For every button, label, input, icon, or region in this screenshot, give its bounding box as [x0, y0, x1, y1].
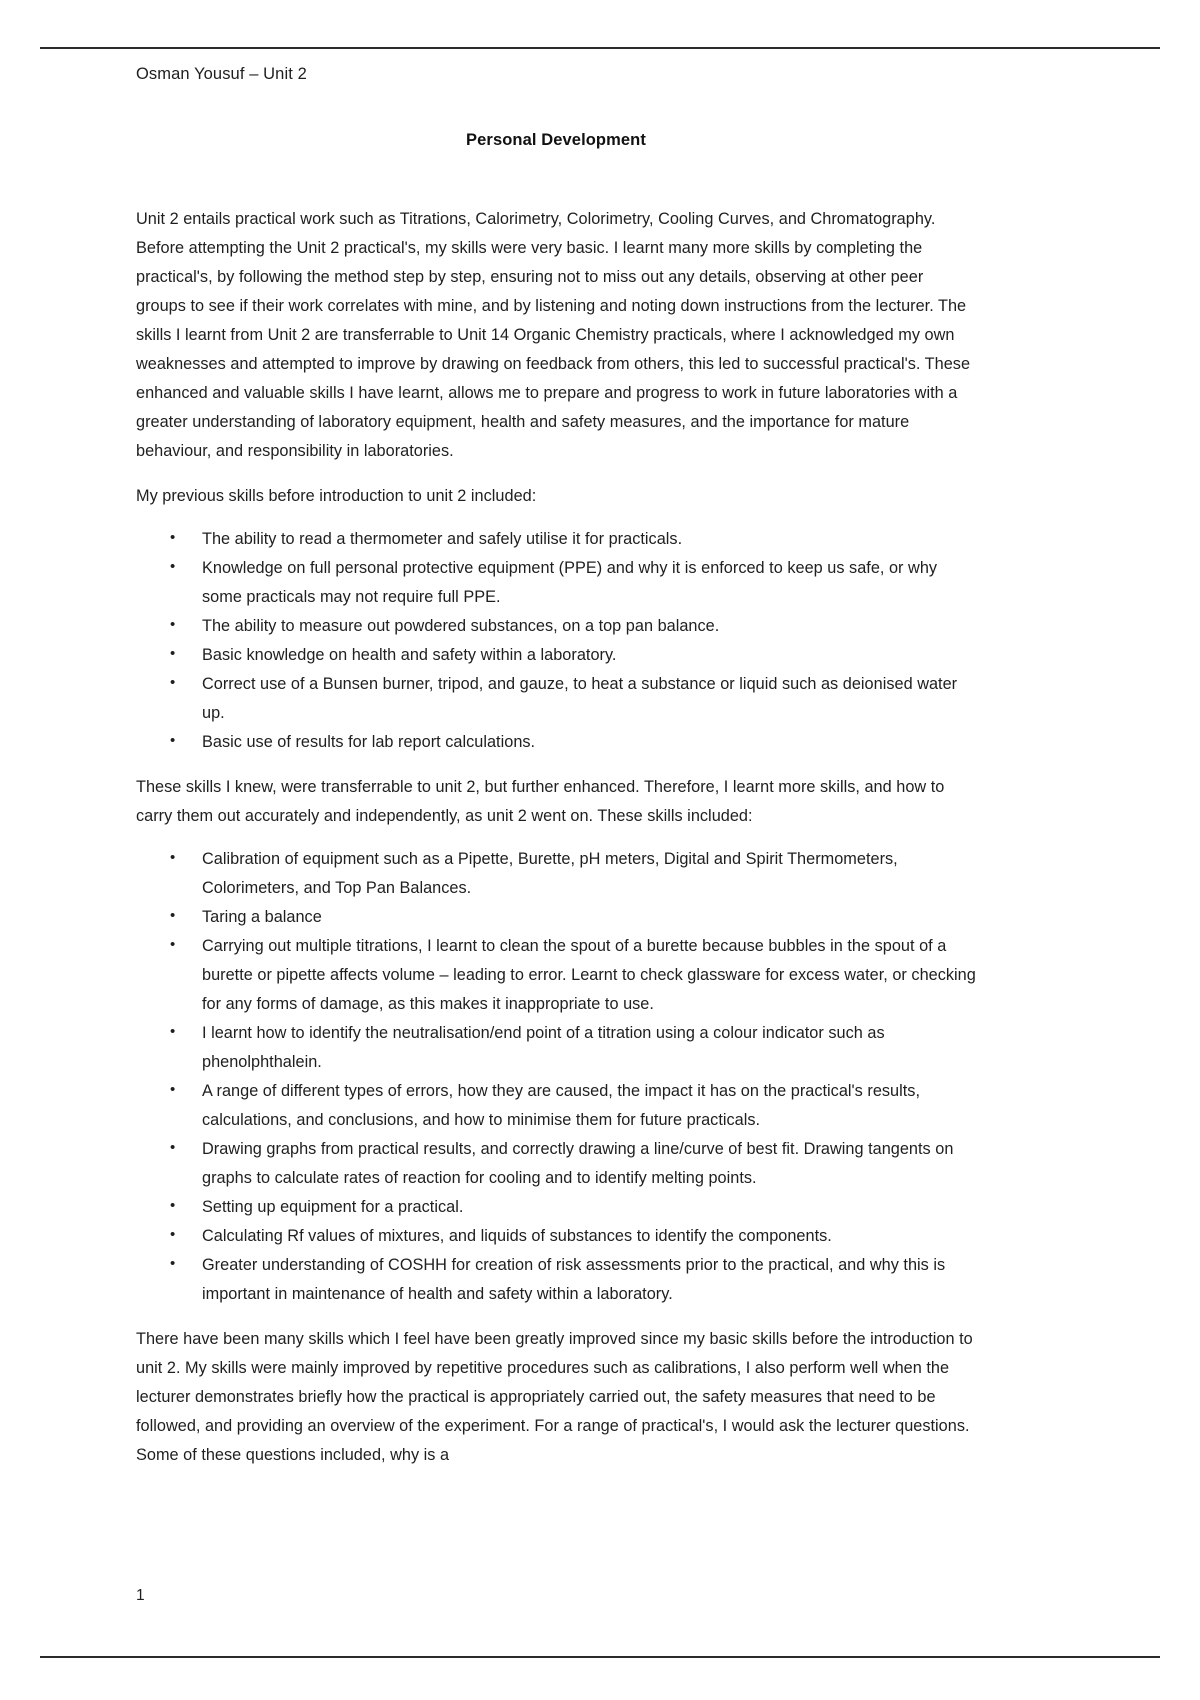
enhanced-skills-list — [136, 845, 976, 1309]
list-item: • Basic use of results for lab report calculations. — [166, 728, 976, 757]
list-item: • A range of different types of errors, how they are caused, the impact it has on the practical's results, calculations, and conclusions, and how to minimise them for future practicals. — [166, 1077, 976, 1135]
footer-divider — [40, 1656, 1160, 1658]
page-number: 1 — [136, 1587, 145, 1604]
list-item: • Correct use of a Bunsen burner, tripod, and gauze, to heat a substance or liquid such as deionised water up. — [166, 670, 976, 728]
list-item: • Taring a balance — [166, 903, 976, 932]
list-item: • I learnt how to identify the neutralisation/end point of a titration using a colour indicator such as phenolphthalein. — [166, 1019, 976, 1077]
list-item: • The ability to read a thermometer and safely utilise it for practicals. — [166, 525, 976, 554]
list-item: • Calibration of equipment such as a Pipette, Burette, pH meters, Digital and Spirit Thermometers, Colorimeters, and Top Pan Balances. — [166, 845, 976, 903]
closing-paragraph: There have been many skills which I feel have been greatly improved since my basic skills before the introduction to unit 2. My skills were mainly improved by repetitive procedures such as calibrations, I also perform well when the lecturer demonstrates briefly how the practical is appropriately carried out, the safety measures that need to be followed, and providing an overview of the experiment. For a range of practical's, I would ask the lecturer questions. Some of these questions included, why is a — [136, 1329, 973, 1464]
previous-skills-lead-in: My previous skills before introduction to unit 2 included: — [136, 486, 537, 505]
list-item: • Calculating Rf values of mixtures, and liquids of substances to identify the components. — [166, 1222, 976, 1251]
list-item: • Setting up equipment for a practical. — [166, 1193, 976, 1222]
list-item: • Greater understanding of COSHH for creation of risk assessments prior to the practical, and why this is important in maintenance of health and safety within a laboratory. — [166, 1251, 976, 1309]
list-item: • Basic knowledge on health and safety within a laboratory. — [166, 641, 976, 670]
transition-paragraph: These skills I knew, were transferrable to unit 2, but further enhanced. Therefore, I learnt more skills, and how to carry them out accurately and independently, as unit 2 went on. These skills included: — [136, 777, 945, 825]
header-divider — [40, 47, 1160, 49]
list-item: • The ability to measure out powdered substances, on a top pan balance. — [166, 612, 976, 641]
document-header-line: Osman Yousuf – Unit 2 — [136, 65, 307, 83]
document-content — [136, 62, 976, 1486]
list-item: • Knowledge on full personal protective equipment (PPE) and why it is enforced to keep us safe, or why some practicals may not require full PPE. — [166, 554, 976, 612]
list-item: • Drawing graphs from practical results, and correctly drawing a line/curve of best fit. Drawing tangents on graphs to calculate rates of reaction for cooling and to identify melting points. — [166, 1135, 976, 1193]
intro-paragraph: Unit 2 entails practical work such as Titrations, Calorimetry, Colorimetry, Cooling Curves, and Chromatography. Before attempting the Unit 2 practical's, my skills were very basic. I learnt many more skills by completing the practical's, by following the method step by step, ensuring not to miss out any details, observing at other peer groups to see if their work correlates with mine, and by listening and noting down instructions from the lecturer. The skills I learnt from Unit 2 are transferrable to Unit 14 Organic Chemistry practicals, where I acknowledged my own weaknesses and attempted to improve by drawing on feedback from others, this led to successful practical's. These enhanced and valuable skills I have learnt, allows me to prepare and progress to work in future laboratories with a greater understanding of laboratory equipment, health and safety measures, and the importance for mature behaviour, and responsibility in laboratories. — [136, 209, 971, 460]
page-title: Personal Development — [466, 130, 646, 149]
list-item: • Carrying out multiple titrations, I learnt to clean the spout of a burette because bubbles in the spout of a burette or pipette affects volume – leading to error. Learnt to check glassware for excess water, or checking for any forms of damage, as this makes it inappropriate to use. — [166, 932, 976, 1019]
previous-skills-list — [136, 525, 976, 757]
